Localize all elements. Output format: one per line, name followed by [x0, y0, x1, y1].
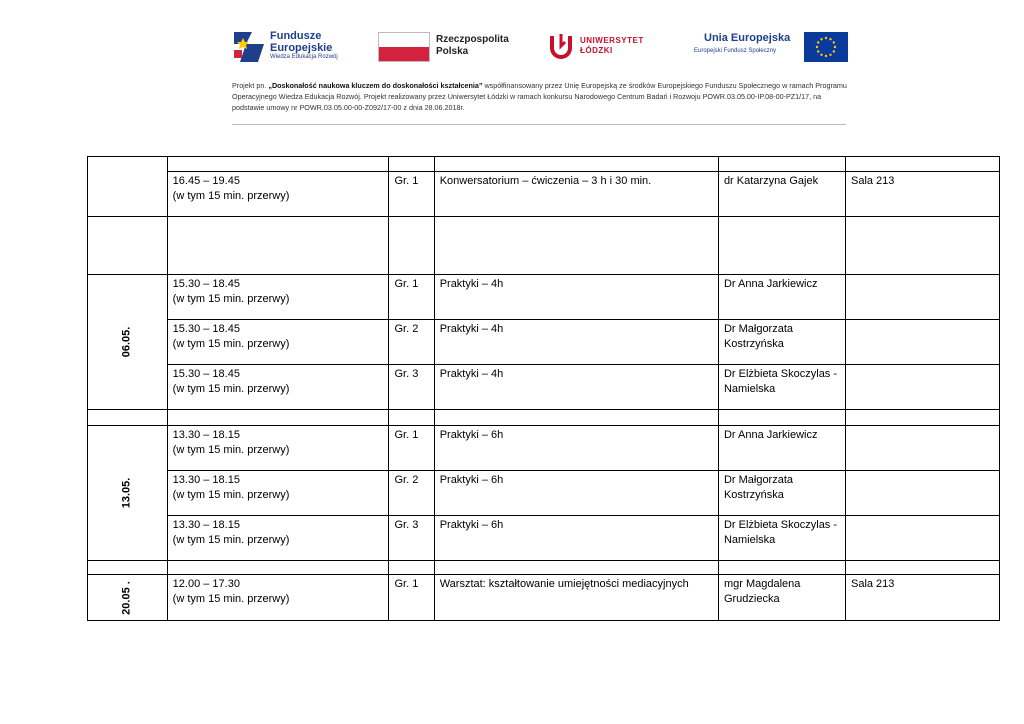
ul-emblem-icon — [548, 32, 574, 60]
table-row — [88, 275, 1000, 320]
table-row — [88, 320, 1000, 365]
time-cell: 13.30 – 18.15 (w tym 15 min. przerwy) — [167, 426, 389, 471]
activity-cell: Praktyki – 4h — [434, 365, 718, 410]
activity-cell: Praktyki – 4h — [434, 275, 718, 320]
group-cell: Gr. 1 — [389, 172, 434, 217]
table-row — [88, 561, 1000, 575]
room-cell — [845, 320, 999, 365]
room-cell — [845, 426, 999, 471]
rzeczpospolita-logo — [378, 26, 509, 70]
room-cell — [845, 516, 999, 561]
unia-europejska-logo — [686, 26, 848, 70]
date-cell — [88, 426, 168, 561]
date-label: 13.05. — [120, 477, 133, 509]
teacher-cell: Dr Elżbieta Skoczylas - Namielska — [718, 516, 845, 561]
group-cell: Gr. 2 — [389, 471, 434, 516]
room-cell — [845, 275, 999, 320]
project-text: współfinansowany przez Unię Europejską ze środków Europejskiego Funduszu Społecznego w ramach Programu Operacyjnego Wiedza Edukacja Rozwój. Projekt realizowany przez Uniwersytet Łódzki w ramach konkursu Narodowego Centrum Badań i Rozwoju POWR.03.05.00-IP.08-00-PZ1/17, na podstawie umowy nr POWR.03.05.00-00-Z092/17-00 z dnia 28.06.2018r. — [232, 81, 847, 112]
activity-cell: Konwersatorium – ćwiczenia – 3 h i 30 min. — [434, 172, 718, 217]
time-cell: 15.30 – 18.45 (w tym 15 min. przerwy) — [167, 320, 389, 365]
time-cell: 16.45 – 19.45 (w tym 15 min. przerwy) — [167, 172, 389, 217]
ul-title-1: UNIWERSYTET — [580, 36, 644, 45]
ul-title-2: ŁÓDZKI — [580, 46, 613, 55]
activity-cell: Praktyki – 6h — [434, 426, 718, 471]
time-cell: 12.00 – 17.30 (w tym 15 min. przerwy) — [167, 575, 389, 621]
room-cell: Sala 213 — [845, 172, 999, 217]
table-row — [88, 157, 1000, 172]
table-row — [88, 365, 1000, 410]
teacher-cell: Dr Anna Jarkiewicz — [718, 275, 845, 320]
teacher-cell: Dr Małgorzata Kostrzyńska — [718, 471, 845, 516]
time-cell: 13.30 – 18.15 (w tym 15 min. przerwy) — [167, 471, 389, 516]
logo-bar — [228, 26, 848, 70]
group-cell: Gr. 1 — [389, 575, 434, 621]
fundusze-europejskie-logo — [232, 26, 372, 70]
fe-star-icon — [232, 30, 266, 64]
group-cell: Gr. 1 — [389, 426, 434, 471]
group-cell: Gr. 1 — [389, 275, 434, 320]
teacher-cell: Dr Małgorzata Kostrzyńska — [718, 320, 845, 365]
teacher-cell: Dr Anna Jarkiewicz — [718, 426, 845, 471]
project-description — [232, 80, 852, 113]
table-row — [88, 516, 1000, 561]
rp-title-1: Rzeczpospolita — [436, 34, 509, 45]
time-cell: 15.30 – 18.45 (w tym 15 min. przerwy) — [167, 365, 389, 410]
teacher-cell: dr Katarzyna Gajek — [718, 172, 845, 217]
group-cell: Gr. 2 — [389, 320, 434, 365]
fe-title-2: Europejskie — [270, 42, 333, 54]
uniwersytet-lodzki-logo — [548, 26, 678, 70]
table-row — [88, 217, 1000, 275]
teacher-cell: mgr Magdalena Grudziecka — [718, 575, 845, 621]
header-divider — [232, 124, 846, 125]
room-cell — [845, 471, 999, 516]
eu-flag-icon — [804, 32, 848, 62]
group-cell: Gr. 3 — [389, 365, 434, 410]
fe-title-1: Fundusze — [270, 30, 322, 42]
project-name: „Doskonałość naukowa kluczem do doskonałości kształcenia” — [268, 81, 483, 90]
group-cell: Gr. 3 — [389, 516, 434, 561]
fe-subtitle: Wiedza Edukacja Rozwój — [270, 54, 338, 60]
table-row — [88, 410, 1000, 426]
date-cell — [88, 575, 168, 621]
activity-cell: Praktyki – 6h — [434, 471, 718, 516]
date-cell — [88, 275, 168, 410]
table-row — [88, 172, 1000, 217]
activity-cell: Warsztat: kształtowanie umiejętności mediacyjnych — [434, 575, 718, 621]
table-row — [88, 471, 1000, 516]
activity-cell: Praktyki – 4h — [434, 320, 718, 365]
table-row — [88, 426, 1000, 471]
room-cell — [845, 365, 999, 410]
date-label: 20.05 . — [120, 580, 133, 615]
teacher-cell: Dr Elżbieta Skoczylas - Namielska — [718, 365, 845, 410]
time-cell: 13.30 – 18.15 (w tym 15 min. przerwy) — [167, 516, 389, 561]
rp-title-2: Polska — [436, 46, 469, 57]
date-label: 06.05. — [120, 326, 133, 358]
project-prefix: Projekt pn. — [232, 81, 269, 90]
ue-subtitle: Europejski Fundusz Społeczny — [694, 48, 777, 54]
ue-title: Unia Europejska — [704, 32, 791, 44]
time-cell: 15.30 – 18.45 (w tym 15 min. przerwy) — [167, 275, 389, 320]
table-row — [88, 575, 1000, 621]
activity-cell: Praktyki – 6h — [434, 516, 718, 561]
schedule-table — [87, 156, 1000, 621]
polish-flag-icon — [378, 32, 430, 62]
date-cell — [88, 157, 168, 217]
room-cell: Sala 213 — [845, 575, 999, 621]
